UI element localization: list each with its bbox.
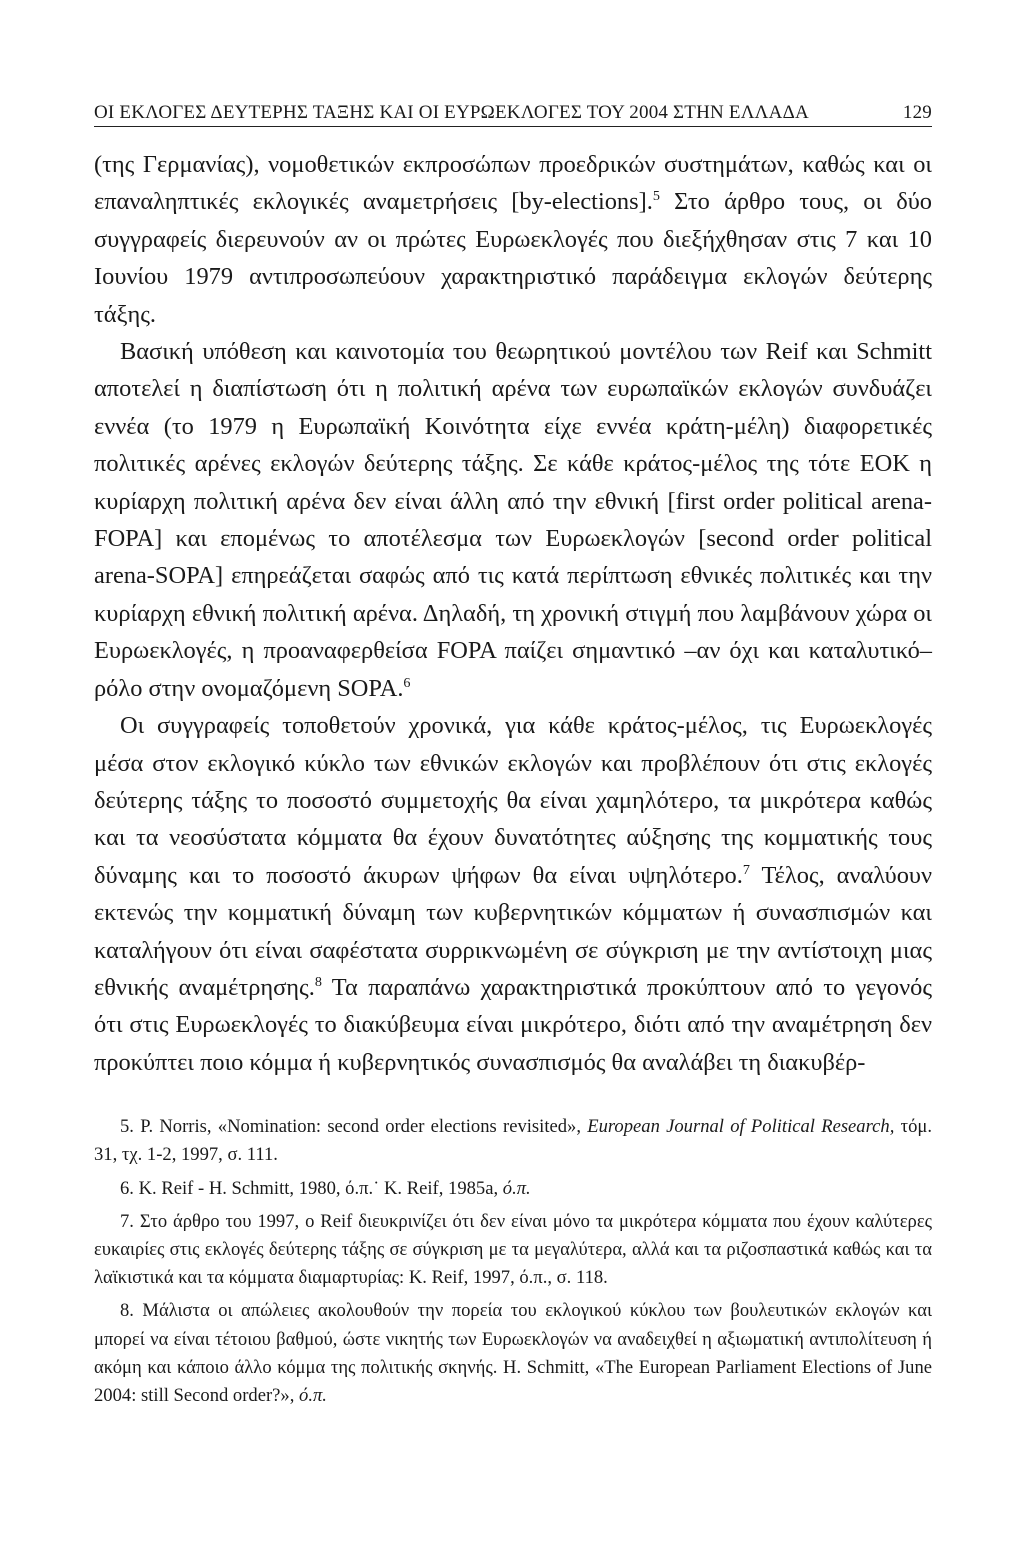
footnote-6: 6. K. Reif - H. Schmitt, 1980, ό.π.˙ K. Reif, 1985a, ό.π. <box>120 1177 531 1199</box>
footnote-ref-5: 5 <box>652 188 660 205</box>
running-header <box>94 96 932 127</box>
page-number: 129 <box>902 102 932 123</box>
main-text <box>94 146 932 1081</box>
paragraph-2: Βασική υπόθεση και καινοτομία του θεωρητικού μοντέλου των Reif και Schmitt αποτελεί η διαπίστωση ότι η πολιτική αρένα των ευρωπαϊκών εκλογών συνδυάζει εννέα (το 1979 η Ευρωπαϊκή Κοινότητα είχε εννέα κράτη-μέλη) διαφορετικές πολιτικές αρένες εκλογών δεύτερης τάξης. Σε κάθε κράτος-μέλος της τότε ΕΟΚ η κυρίαρχη πολιτική αρένα δεν είναι άλλη από την εθνική [first order political arena-FOPA] και επομένως το αποτέλεσμα των Ευρωεκλογών [second order political arena-SOPA] επηρεάζεται σαφώς από τις κατά περίπτωση εθνικές πολιτικές και την κυρίαρχη εθνική πολιτική αρένα. Δηλαδή, τη χρονική στιγμή που λαμβάνουν χώρα οι Ευρωεκλογές, η προαναφερθείσα FOPA παίζει σημαντικό –αν όχι και καταλυτικό– ρόλο στην ονομαζόμενη SOPA.$^6$ <box>94 338 932 702</box>
paragraph-1: (της Γερμανίας), νομοθετικών εκπροσώπων προεδρικών συστημάτων, καθώς και οι επαναληπτικές εκλογικές αναμετρήσεις [by-elections].$^5$ Στο άρθρο τους, οι δύο συγγραφείς διερευνούν αν οι πρώτες Ευρωεκλογές που διεξήχθησαν στις 7 και 10 Ιουνίου 1979 αντιπροσωπεύουν χαρακτηριστικό παράδειγμα εκλογών δεύτερης τάξης. <box>94 151 933 328</box>
footnote-ref-7: 7 <box>742 861 750 878</box>
footnote-ref-6: 6 <box>403 674 411 691</box>
paragraph-3: Οι συγγραφείς τοποθετούν χρονικά, για κάθε κράτος-μέλος, τις Ευρωεκλογές μέσα στον εκλογικό κύκλο των εθνικών εκλογών και προβλέπουν ότι στις εκλογές δεύτερης τάξης το ποσοστό συμμετοχής θα είναι χαμηλότερο, τα μικρότερα καθώς και τα νεοσύστατα κόμματα θα έχουν δυνατότητες αύξησης της κομματικής τους δύναμης και το ποσοστό άκυρων ψήφων θα είναι υψηλότερο.$^7$ Τέλος, αναλύουν εκτενώς την κομματική δύναμη των κυβερνητικών κόμματων ή συνασπισμών και καταλήγουν ότι είναι σαφέστατα συρρικνωμένη σε σύγκριση με την αντίστοιχη μιας εθνικής αναμέτρησης.$^8$ Τα παραπάνω χαρακτηριστικά προκύπτουν από το γεγονός ότι στις Ευρωεκλογές το διακύβευμα είναι μικρότερο, διότι από την αναμέτρηση δεν προκύπτει ποιο κόμμα ή κυβερνητικός συνασπισμός θα αναλάβει τη διακυβέρ- <box>94 712 932 1076</box>
book-page <box>94 96 932 1415</box>
footnote-ref-8: 8 <box>314 973 322 990</box>
running-title: ΟΙ ΕΚΛΟΓΕΣ ΔΕΥΤΕΡΗΣ ΤΑΞΗΣ ΚΑΙ ΟΙ ΕΥΡΩΕΚΛΟΓΕΣ ΤΟΥ 2004 ΣΤΗΝ ΕΛΛΑΔΑ <box>94 102 809 123</box>
footnote-7: 7. Στο άρθρο του 1997, ο Reif διευκρινίζει ότι δεν είναι μόνο τα μικρότερα κόμματα που έχουν καλύτερες ευκαιρίες στις εκλογές δεύτερης τάξης σε σύγκριση με τα μεγαλύτερα, αλλά και τα ριζοσπαστικά καθώς και τα λαϊκιστικά και τα κόμματα διαμαρτυρίας: K. Reif, 1997, ό.π., σ. 118. <box>94 1210 932 1289</box>
footnote-8: 8. Μάλιστα οι απώλειες ακολουθούν την πορεία του εκλογικού κύκλου των βουλευτικών εκλογών και μπορεί να είναι τέτοιου βαθμού, ώστε νικητής των Ευρωεκλογών να αναδειχθεί η αξιωματική αντιπολίτευση ή ακόμη και κάποιο άλλο κόμμα της πολιτικής σκηνής. H. Schmitt, «The European Parliament Elections of June 2004: still Second order?», ό.π. <box>94 1300 932 1406</box>
footnotes <box>94 1113 932 1410</box>
footnote-5: 5. P. Norris, «Nomination: second order elections revisited», European Journal of Political Research, τόμ. 31, τχ. 1-2, 1997, σ. 111. <box>94 1116 932 1166</box>
